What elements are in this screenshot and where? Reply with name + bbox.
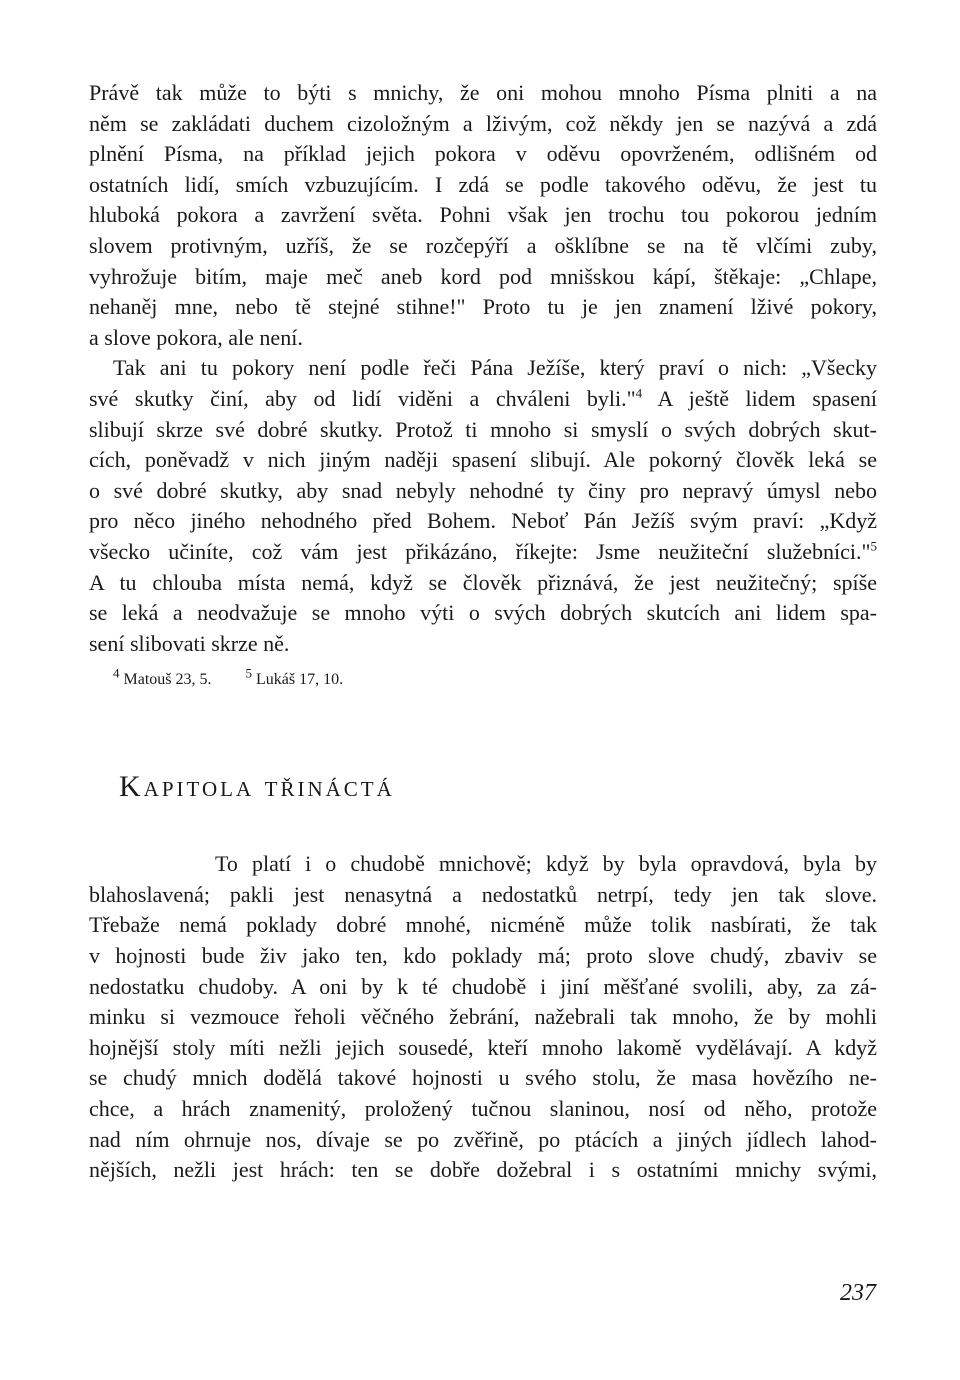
text-line: blahoslavená; pakli jest nenasytná a nedostatků netrpí, tedy jen tak slove. (89, 881, 877, 907)
text-line: plnění Písma, na příklad jejich pokora v oděvu opovrženém, odlišném od (89, 141, 877, 167)
text-line: nad ním ohrnuje nos, dívaje se po zvěřině, po ptácích a jiných jídlech lahod- (89, 1126, 877, 1152)
footnote-mark: 4 (113, 665, 120, 681)
footnote-ref: 5 (870, 538, 877, 554)
text-line: Třebaže nemá poklady dobré mnohé, nicméně může tolik nasbírati, že tak (89, 912, 877, 938)
page-number: 237 (840, 1280, 876, 1306)
text-line (89, 384, 877, 415)
paragraph-1 (89, 78, 877, 353)
text-line: a slove pokora, ale není. (89, 324, 303, 350)
text-line: pro něco jiného nehodného před Bohem. Neboť Pán Ježíš svým praví: „Když (89, 508, 877, 534)
text-line: vyhrožuje bitím, maje meč aneb kord pod mnišskou kápí, štěkaje: „Chlape, (89, 263, 877, 289)
text-line: slibují skrze své dobré skutky. Protož ti mnoho si smyslí o svých dobrých skut- (89, 416, 877, 442)
text-segment: všecko učiníte, což vám jest přikázáno, říkejte: Jsme neužiteční služebníci." (89, 538, 871, 564)
paragraph-2 (89, 353, 877, 659)
text-line: minku si vezmouce řeholi věčného žebrání, nažebrali tak mnoho, že by mohli (89, 1004, 877, 1030)
text-line: sení slibovati skrze ně. (89, 630, 290, 656)
text-line: hluboká pokora a zavržení světa. Pohni však jen trochu tou pokorou jedním (89, 202, 877, 228)
text-line (89, 537, 877, 568)
text-line: se chudý mnich dodělá takové hojnosti u svého stolu, že masa hovězího ne- (89, 1065, 877, 1091)
text-line: nějších, nežli jest hrách: ten se dobře dožebral i s ostatními mnichy svými, (89, 1157, 877, 1183)
text-line: slovem protivným, uzříš, že se rozčepýří a ošklíbne se na tě vlčími zuby, (89, 232, 877, 258)
text-line: chce, a hrách znamenitý, proložený tučnou slaninou, nosí od něho, protože (89, 1096, 877, 1122)
text-line: Tak ani tu pokory není podle řeči Pána Ježíše, který praví o nich: „Všecky (113, 355, 877, 381)
text-line: v hojnosti bude živ jako ten, kdo poklady má; proto slove chudý, zbaviv se (89, 943, 877, 969)
text-line: se leká a neodvažuje se mnoho výti o svých dobrých skutcích ani lidem spa- (89, 600, 877, 626)
text-line: něm se zakládati duchem cizoložným a lživým, což někdy jen se nazývá a zdá (89, 110, 877, 136)
text-line: ostatních lidí, smích vzbuzujícím. I zdá se podle takového oděvu, že jest tu (89, 171, 877, 197)
text-segment: své skutky činí, aby od lidí viděni a chváleni byli." (89, 385, 636, 411)
text-line: cích, poněvadž v nich jiným naději spasení slibují. Ale pokorný člověk leká se (89, 447, 877, 473)
text-line: A tu chlouba místa nemá, když se člověk přiznává, že jest neužitečný; spíše (89, 569, 877, 595)
footnote-ref: 4 (635, 385, 643, 401)
footnote-5 (245, 665, 344, 689)
text-line: o své dobré skutky, aby snad nebyly nehodné ty činy pro nepravý úmysl nebo (89, 477, 877, 503)
text-line: Právě tak může to býti s mnichy, že oni mohou mnoho Písma plniti a na (89, 80, 877, 105)
footnote-text: Lukáš 17, 10. (252, 671, 344, 689)
page-body (89, 78, 877, 1186)
chapter-title: Kapitola třináctá (119, 770, 395, 804)
paragraph-3 (89, 849, 877, 1186)
text-segment: A ještě lidem spasení (642, 385, 877, 411)
footnote-4 (113, 665, 212, 689)
footnotes (89, 665, 877, 691)
footnote-mark: 5 (245, 665, 252, 681)
footnote-text: Matouš 23, 5. (119, 671, 212, 689)
text-line: nehaněj mne, nebo tě stejné stihne!" Proto tu je jen znamení lživé pokory, (89, 294, 877, 320)
text-line: hojnější stoly míti nežli jejich sousedé, kteří mnoho lakomě vydělávají. A když (89, 1034, 877, 1060)
text-line: To platí i o chudobě mnichově; když by byla opravdová, byla by (215, 851, 877, 877)
text-line: nedostatku chudoby. A oni by k té chudobě i jiní měšťané svolili, aby, za zá- (89, 973, 877, 999)
